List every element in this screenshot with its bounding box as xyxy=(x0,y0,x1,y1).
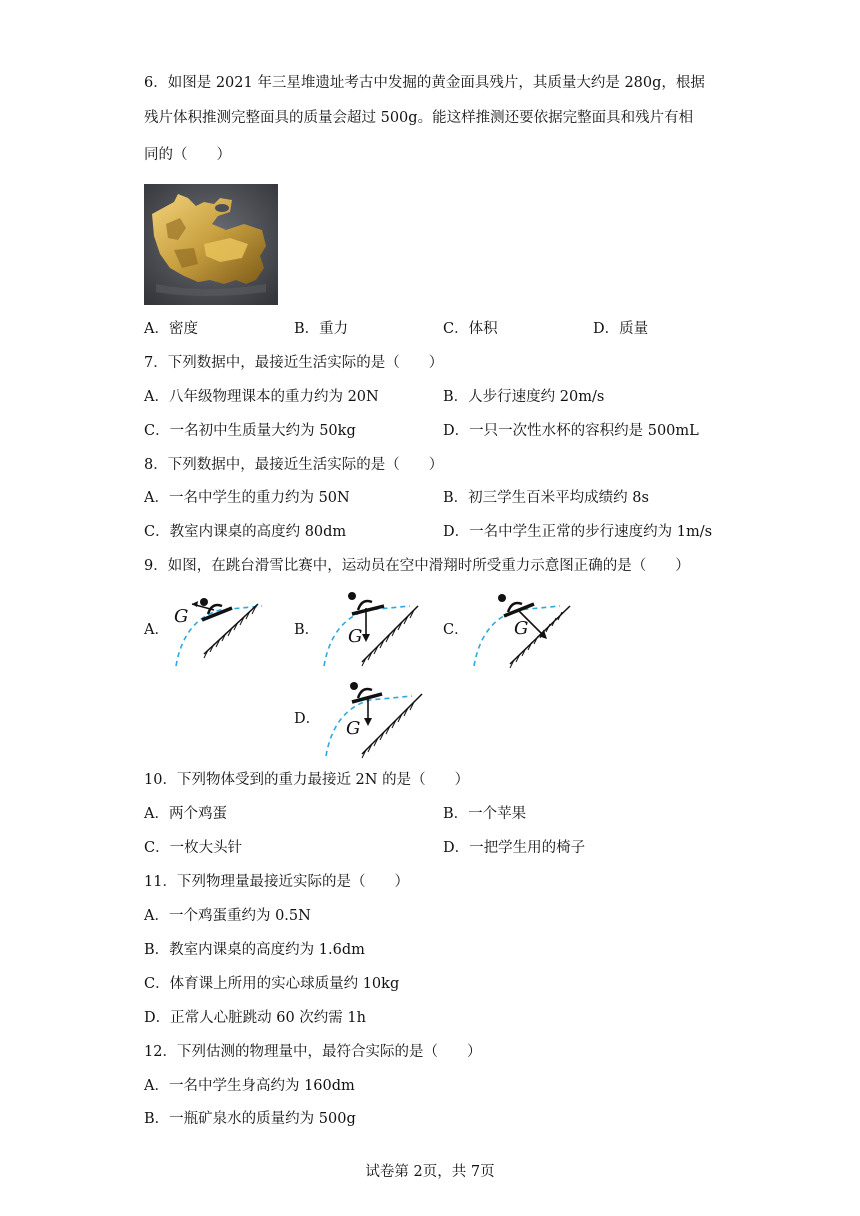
q6-option-d: D．质量 xyxy=(593,321,649,337)
q8-option-b: B．初三学生百米平均成绩约 8s xyxy=(443,490,649,506)
q12-option-b: B．一瓶矿泉水的质量约为 500g xyxy=(144,1111,356,1127)
q12-option-a: A．一名中学生身高约为 160dm xyxy=(144,1078,355,1094)
q7-option-b: B．人步行速度约 20m/s xyxy=(443,389,605,405)
q6-stem-line1: 6．如图是 2021 年三星堆遗址考古中发掘的黄金面具残片，其质量大约是 280g，根据 xyxy=(144,75,705,91)
q10-option-c: C．一枚大头针 xyxy=(144,840,243,856)
q12-stem: 12．下列估测的物理量中，最符合实际的是（ ） xyxy=(144,1044,482,1060)
q9-option-b-label: B． xyxy=(294,622,320,638)
q7-stem: 7．下列数据中，最接近生活实际的是（ ） xyxy=(144,355,444,371)
q8-stem: 8．下列数据中，最接近生活实际的是（ ） xyxy=(144,457,444,473)
q8-option-d: D．一名中学生正常的步行速度约为 1m/s xyxy=(443,524,713,540)
q11-option-b: B．教室内课桌的高度约为 1.6dm xyxy=(144,942,365,958)
q9-option-d-label: D． xyxy=(294,711,321,727)
q11-option-a: A．一个鸡蛋重约为 0.5N xyxy=(144,908,311,924)
q9-d-g-label: G xyxy=(346,718,361,739)
q6-stem-line3: 同的（ ） xyxy=(144,147,231,163)
q11-option-c: C．体育课上所用的实心球质量约 10kg xyxy=(144,976,400,992)
q9-a-g-label: G xyxy=(174,606,189,627)
golden-mask-photo xyxy=(144,184,278,305)
q7-option-a: A．八年级物理课本的重力约为 20N xyxy=(144,389,379,405)
q8-option-a: A．一名中学生的重力约为 50N xyxy=(144,490,350,506)
q9-c-g-label: G xyxy=(514,618,529,639)
q6-option-b: B．重力 xyxy=(294,321,349,337)
q9-stem: 9．如图，在跳台滑雪比赛中，运动员在空中滑翔时所受重力示意图正确的是（ ） xyxy=(144,558,690,574)
q6-option-c: C．体积 xyxy=(443,321,498,337)
q9-b-g-label: G xyxy=(348,626,363,647)
q11-option-d: D．正常人心脏跳动 60 次约需 1h xyxy=(144,1010,366,1026)
ski-jumper-diagram-d xyxy=(322,680,432,764)
q9-option-a-label: A． xyxy=(144,622,169,638)
ski-jumper-diagram-a xyxy=(170,590,270,674)
q11-stem: 11．下列物理量最接近实际的是（ ） xyxy=(144,874,409,890)
q7-option-c: C．一名初中生质量大约为 50kg xyxy=(144,423,356,439)
q10-option-d: D．一把学生用的椅子 xyxy=(443,840,586,856)
q7-option-d: D．一只一次性水杯的容积约是 500mL xyxy=(443,423,699,439)
q9-option-c-label: C． xyxy=(443,622,469,638)
q6-stem-line2: 残片体积推测完整面具的质量会超过 500g。能这样推测还要依据完整面具和残片有相 xyxy=(144,110,694,126)
q10-option-a: A．两个鸡蛋 xyxy=(144,806,227,822)
q10-stem: 10．下列物体受到的重力最接近 2N 的是（ ） xyxy=(144,772,470,788)
q10-option-b: B．一个苹果 xyxy=(443,806,527,822)
page-footer: 试卷第 2页，共 7页 xyxy=(365,1164,495,1180)
ski-jumper-diagram-c xyxy=(470,590,580,674)
q8-option-c: C．教室内课桌的高度约 80dm xyxy=(144,524,347,540)
ski-jumper-diagram-b xyxy=(318,590,428,674)
q6-option-a: A．密度 xyxy=(144,321,198,337)
